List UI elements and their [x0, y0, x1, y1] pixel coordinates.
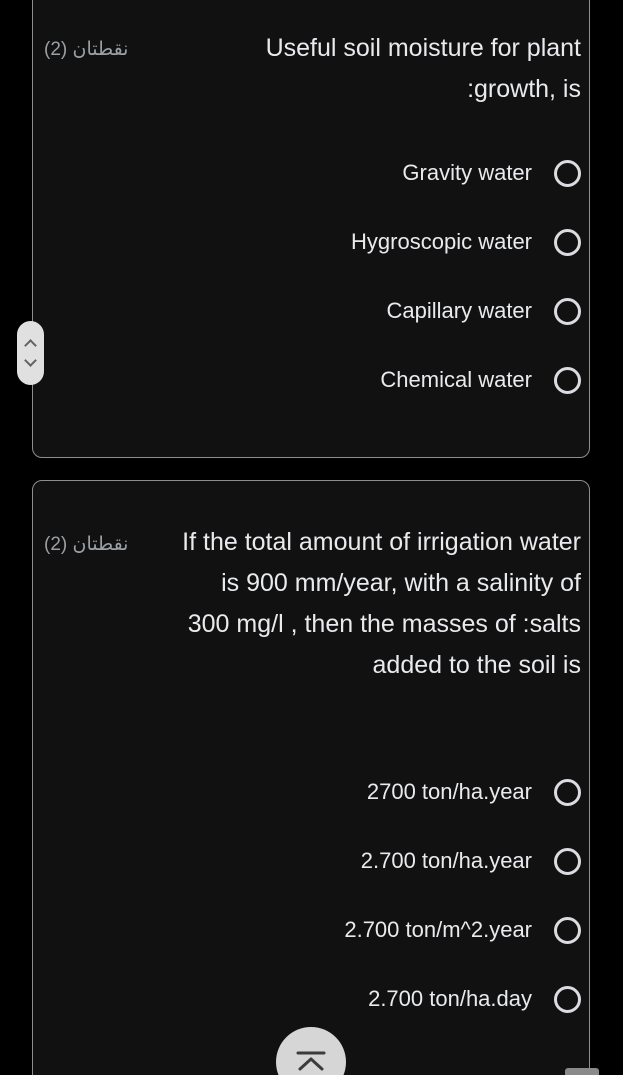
- question-2-option-2[interactable]: [361, 843, 581, 879]
- chevron-up-icon: [24, 339, 37, 352]
- question-1-option-2[interactable]: [351, 224, 581, 260]
- radio-button[interactable]: [554, 160, 581, 187]
- up-down-chevron-icon[interactable]: [17, 321, 44, 385]
- question-2-option-3[interactable]: [344, 912, 581, 948]
- option-label: 2.700 ton/m^2.year: [344, 917, 532, 942]
- corner-overlay: [565, 1068, 599, 1075]
- radio-button[interactable]: [554, 848, 581, 875]
- radio-button[interactable]: [554, 367, 581, 394]
- question-2-text: If the total amount of irrigation water is 900 mm/year, with a salinity of 300 mg/l , then the masses of :salts added to the soil is: [182, 528, 581, 679]
- question-1-points: نقطتان (2): [44, 39, 129, 60]
- question-1-option-1[interactable]: [402, 155, 581, 191]
- option-label: 2700 ton/ha.year: [366, 779, 532, 804]
- radio-button[interactable]: [554, 917, 581, 944]
- option-label: Capillary water: [386, 298, 532, 323]
- arrow-to-top-icon: [296, 1051, 326, 1071]
- option-label: Gravity water: [402, 160, 532, 185]
- option-label: Chemical water: [380, 367, 532, 392]
- question-2-option-1[interactable]: [367, 774, 581, 810]
- option-label: 2.700 ton/ha.day: [368, 986, 532, 1011]
- radio-button[interactable]: [554, 298, 581, 325]
- question-1-option-4[interactable]: [380, 362, 581, 398]
- radio-button[interactable]: [554, 779, 581, 806]
- question-2-option-4[interactable]: [368, 981, 581, 1017]
- chevron-down-icon: [24, 354, 37, 367]
- question-1-option-3[interactable]: [387, 293, 582, 329]
- option-label: 2.700 ton/ha.year: [360, 848, 532, 873]
- question-1-text: Useful soil moisture for plant :growth, is: [265, 34, 581, 103]
- radio-button[interactable]: [554, 229, 581, 256]
- option-label: Hygroscopic water: [351, 229, 532, 254]
- question-2-points: نقطتان (2): [44, 534, 129, 555]
- radio-button[interactable]: [554, 986, 581, 1013]
